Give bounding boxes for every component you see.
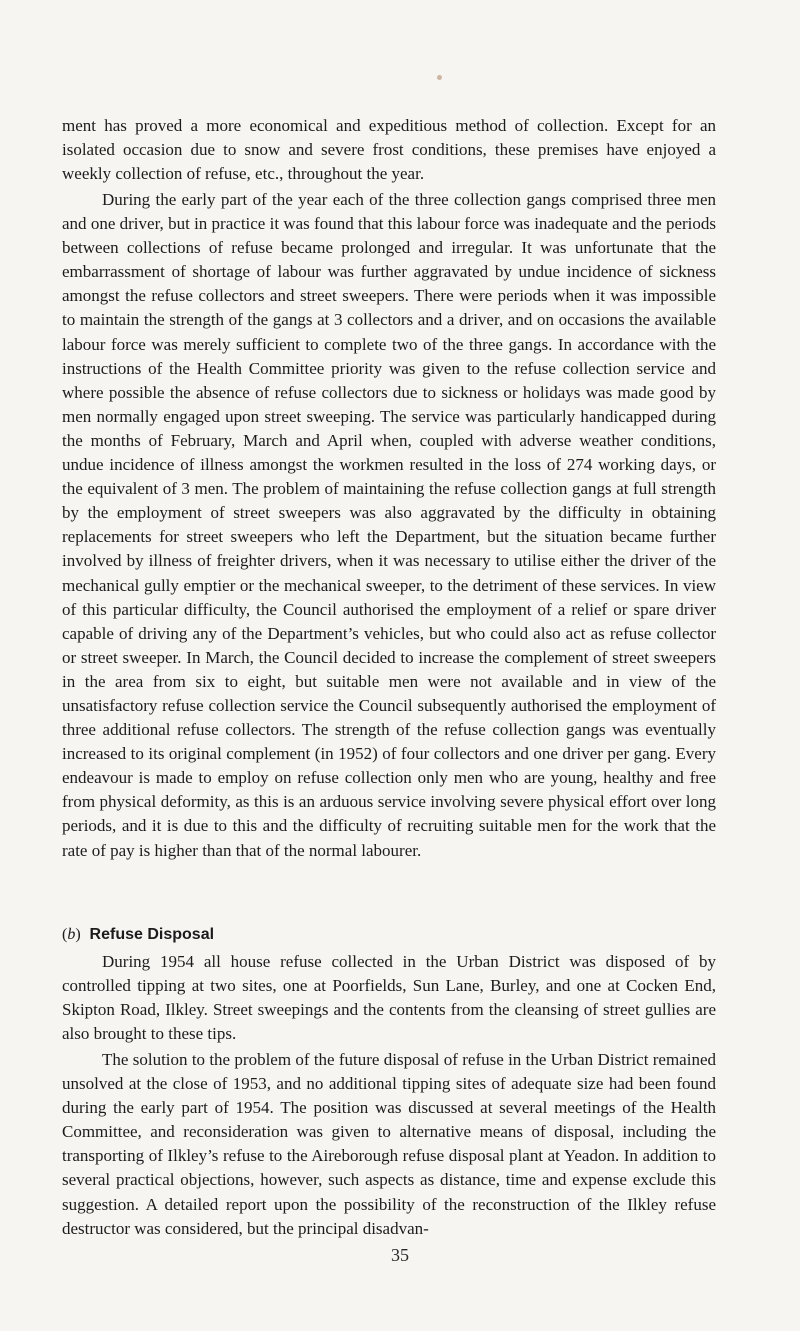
section-title: Refuse Disposal bbox=[89, 926, 215, 943]
paper-speck bbox=[437, 75, 442, 80]
paragraph-2 bbox=[62, 188, 716, 863]
section-heading: (b) Refuse Disposal bbox=[62, 926, 215, 943]
paragraph-4 bbox=[62, 1048, 716, 1241]
paragraph-3-text: During 1954 all house refuse collected in the Urban District was disposed of by controlled tipping at two sites, one at Poorfields, Sun Lane, Burley, and one at Cocken End, Skipton Road, Ilkley. Street sweepings and the contents from the cleansing of street gullies are also brought to these tips. bbox=[62, 952, 716, 1044]
paragraph-1-text: ment has proved a more economical and expeditious method of collection. Except for an isolated occasion due to snow and severe frost conditions, these premises have enjoyed a weekly collection of refuse, etc., throughout the year. bbox=[62, 116, 716, 184]
paragraph-1 bbox=[62, 114, 716, 186]
paragraph-2-text: During the early part of the year each of the three collection gangs comprised three men and one driver, but in practice it was found that this labour force was inadequate and the periods between collections of refuse became prolonged and irregular. It was unfortunate that the embarrassment of shortage of labour was further aggravated by undue incidence of sickness amongst the refuse collectors and street sweepers. There were periods when it was impossible to maintain the strength of the gangs at 3 collectors and a driver, and on occasions the available labour force was merely sufficient to complete two of the three gangs. In accordance with the instructions of the Health Committee priority was given to the refuse collection service and where possible the absence of refuse collectors due to sickness or holidays was made good by men normally engaged upon street sweeping. The service was particularly handicapped during the months of February, March and April when, coupled with adverse weather conditions, undue incidence of illness amongst the workmen resulted in the loss of 274 working days, or the equivalent of 3 men. The problem of maintaining the refuse collection gangs at full strength by the employment of street sweepers was also aggravated by the difficulty in obtaining replacements for street sweepers who left the Department, but the situation became further involved by illness of freighter drivers, when it was necessary to utilise either the driver of the mechanical gully emptier or the mechanical sweeper, to the detriment of these services. In view of this particular difficulty, the Council authorised the employment of a relief or spare driver capable of driving any of the Department’s vehicles, but who could also act as refuse collector or street sweeper. In March, the Council decided to increase the complement of street sweepers in the area from six to eight, but suitable men were not available and in view of the unsatisfactory refuse collection service the Council subsequently authorised the employment of three additional refuse collectors. The strength of the refuse collection gangs was eventually increased to its original complement (in 1952) of four collectors and one driver per gang. Every endeavour is made to employ on refuse collection only men who are young, healthy and free from physical deformity, as this is an arduous service involving severe physical effort over long periods, and it is due to this and the difficulty of recruiting suitable men for the work that the rate of pay is higher than that of the normal labourer. bbox=[62, 190, 716, 860]
page-number: 35 bbox=[391, 1245, 409, 1265]
paragraph-4-text: The solution to the problem of the future disposal of refuse in the Urban District remained unsolved at the close of 1953, and no additional tipping sites of adequate size had been found during the early part of 1954. The position was discussed at several meetings of the Health Committee, and reconsideration was given to alternative means of disposal, including the transporting of Ilkley’s refuse to the Aireborough refuse disposal plant at Yeadon. In addition to several practical objections, however, such aspects as distance, time and expense exclude this suggestion. A detailed report upon the possibility of the reconstruction of the Ilkley refuse destructor was considered, but the principal disadvan- bbox=[62, 1050, 716, 1238]
section-label: b bbox=[67, 926, 76, 943]
paragraph-3 bbox=[62, 950, 716, 1046]
